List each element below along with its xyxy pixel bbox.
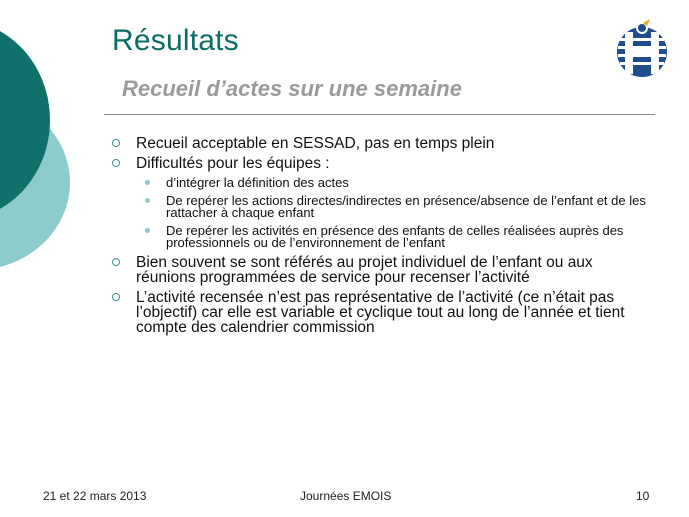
sub-bullet-item <box>136 177 648 190</box>
bullet-text: Bien souvent se sont référés au projet individuel de l’enfant ou aux réunions programmées de service pour recenser l’activité <box>136 253 593 286</box>
bullet-list <box>108 136 648 340</box>
bullet-item <box>108 156 648 250</box>
bullet-circle-icon <box>112 293 120 301</box>
sub-bullet-item <box>136 192 648 220</box>
bullet-circle-icon <box>112 139 120 147</box>
bullet-text: Recueil acceptable en SESSAD, pas en temps plein <box>136 135 495 152</box>
bullet-text: Difficultés pour les équipes : <box>136 155 330 172</box>
bullet-item <box>108 255 648 285</box>
page-number: 10 <box>636 489 650 503</box>
sub-bullet-text: d’intégrer la définition des actes <box>166 175 349 190</box>
logo-graphic <box>614 18 670 80</box>
sub-bullet-dot-icon <box>145 198 150 203</box>
footer-event: Journées EMOIS <box>300 489 392 503</box>
slide-subtitle: Recueil d’actes sur une semaine <box>122 76 462 101</box>
bullet-text: L’activité recensée n’est pas représentative de l’activité (ce n’était pas l’objectif) car elle est variable et cyclique tout au long de l’année et tient compte des calendrier commission <box>136 288 625 336</box>
slide-title: Résultats <box>112 24 239 57</box>
bullet-item <box>108 136 648 151</box>
sub-bullet-list <box>136 177 648 250</box>
bullet-circle-icon <box>112 258 120 266</box>
sub-bullet-dot-icon <box>145 180 150 185</box>
title-divider <box>104 114 655 115</box>
sub-bullet-dot-icon <box>145 228 150 233</box>
organization-logo-icon <box>614 18 670 80</box>
sub-bullet-item <box>136 222 648 250</box>
sub-bullet-text: De repérer les activités en présence des enfants de celles réalisées auprès des professionnels ou de l’environnement de l’enfant <box>166 222 624 250</box>
footer-date: 21 et 22 mars 2013 <box>43 489 147 503</box>
bullet-item <box>108 290 648 335</box>
bullet-circle-icon <box>112 159 120 167</box>
sub-bullet-text: De repérer les actions directes/indirectes en présence/absence de l’enfant et de les rattacher à chaque enfant <box>166 192 646 220</box>
